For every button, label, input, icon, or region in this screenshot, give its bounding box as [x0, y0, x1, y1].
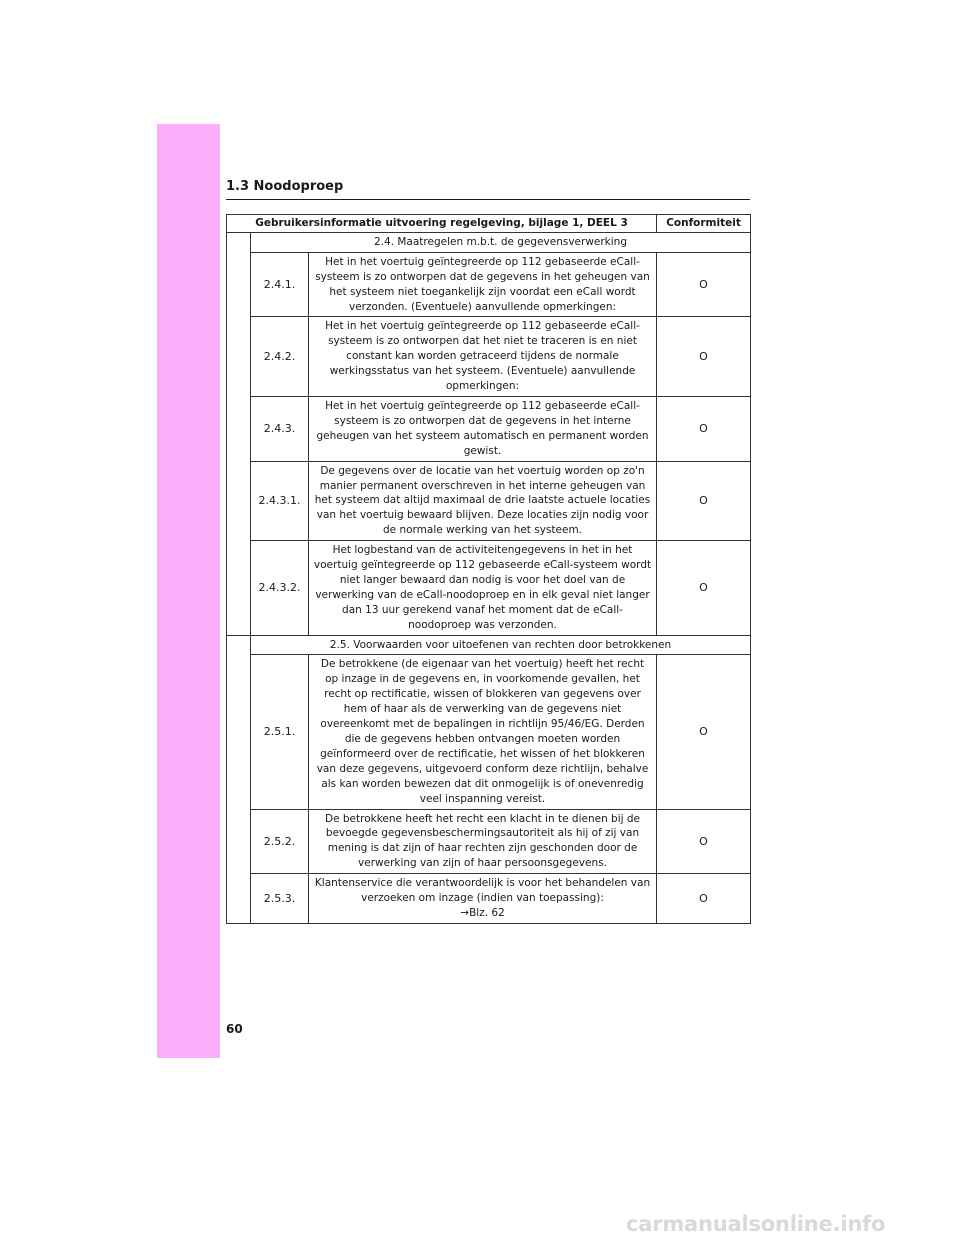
row-number: 2.4.2.	[251, 317, 309, 397]
row-text: Het logbestand van de activiteitengegevens in het in het voertuig geïntegreerde op 112 gebaseerde eCall-systeem wordt niet langer bewaard dan nodig is voor het doel van de verwerking van de eCall-noodoproep en in elk geval niet langer dan 13 uur gerekend vanaf het moment dat de eCall-noodoproep was verzonden.	[309, 541, 657, 635]
title-rule	[226, 199, 750, 200]
row-text: De betrokkene heeft het recht een klacht in te dienen bij de bevoegde gegevensbeschermingsautoriteit als hij of zij van mening is dat zijn of haar rechten zijn geschonden door de verwerking van zijn of haar persoonsgegevens.	[309, 809, 657, 874]
chapter-side-tab	[157, 124, 220, 1058]
table-row	[227, 874, 751, 924]
row-text: Het in het voertuig geïntegreerde op 112 gebaseerde eCall-systeem is zo ontworpen dat de gegevens in het interne geheugen van het systeem automatisch en permanent worden gewist.	[309, 396, 657, 461]
table-row	[227, 541, 751, 635]
row-conformity: O	[657, 809, 751, 874]
page-reference-link[interactable]: →Blz. 62	[460, 907, 505, 920]
row-conformity: O	[657, 655, 751, 809]
row-number: 2.4.3.2.	[251, 541, 309, 635]
table-row	[227, 655, 751, 809]
watermark-text: carmanualsonline.info	[626, 1212, 886, 1236]
section-heading-row	[227, 232, 751, 252]
row-number: 2.4.3.1.	[251, 461, 309, 541]
row-text: Het in het voertuig geïntegreerde op 112 gebaseerde eCall-systeem is zo ontworpen dat het niet te traceren is en niet constant kan worden getraceerd tijdens de normale werkingsstatus van het systeem. (Eventuele) aanvullende opmerkingen:	[309, 317, 657, 397]
table-header-row	[227, 215, 751, 233]
conformity-table	[226, 214, 751, 924]
row-conformity: O	[657, 874, 751, 924]
page-number: 60	[226, 1022, 243, 1036]
row-conformity: O	[657, 541, 751, 635]
row-number: 2.5.3.	[251, 874, 309, 924]
table-row	[227, 461, 751, 541]
row-number: 2.4.3.	[251, 396, 309, 461]
row-conformity: O	[657, 396, 751, 461]
table-row	[227, 396, 751, 461]
table-row	[227, 809, 751, 874]
table-header-info: Gebruikersinformatie uitvoering regelgeving, bijlage 1, DEEL 3	[227, 215, 657, 233]
indent-cell	[227, 635, 251, 924]
section-heading: 2.5. Voorwaarden voor uitoefenen van rechten door betrokkenen	[251, 635, 751, 655]
row-number: 2.4.1.	[251, 252, 309, 317]
section-heading-row	[227, 635, 751, 655]
row-text: De gegevens over de locatie van het voertuig worden op zo'n manier permanent overschreven in het interne geheugen van het systeem dat altijd maximaal de drie laatste actuele locaties van het voertuig bewaard blijven. Deze locaties zijn nodig voor de normale werking van het systeem.	[309, 461, 657, 541]
indent-cell	[227, 232, 251, 635]
row-number: 2.5.2.	[251, 809, 309, 874]
row-conformity: O	[657, 317, 751, 397]
row-conformity: O	[657, 252, 751, 317]
table-row	[227, 317, 751, 397]
row-text-body: Klantenservice die verantwoordelijk is voor het behandelen van verzoeken om inzage (indien van toepassing):	[314, 877, 651, 905]
row-text: De betrokkene (de eigenaar van het voertuig) heeft het recht op inzage in de gegevens en, in voorkomende gevallen, het recht op rectificatie, wissen of blokkeren van gegevens over hem of haar als de verwerking van de gegevens niet overeenkomt met de bepalingen in richtlijn 95/46/EG. Derden die de gegevens hebben ontvangen moeten worden geïnformeerd over de rectificatie, het wissen of het blokkeren van deze gegevens, uitgevoerd conform deze richtlijn, behalve als kan worden bewezen dat dit onmogelijk is of onevenredig veel inspanning vereist.	[309, 655, 657, 809]
table-header-conformity: Conformiteit	[657, 215, 751, 233]
row-text: Het in het voertuig geïntegreerde op 112 gebaseerde eCall-systeem is zo ontworpen dat de gegevens in het geheugen van het systeem niet toegankelijk zijn voordat een eCall wordt verzonden. (Eventuele) aanvullende opmerkingen:	[309, 252, 657, 317]
row-text	[309, 874, 657, 924]
row-number: 2.5.1.	[251, 655, 309, 809]
row-conformity: O	[657, 461, 751, 541]
table-row	[227, 252, 751, 317]
section-heading: 2.4. Maatregelen m.b.t. de gegevensverwerking	[251, 232, 751, 252]
section-title: 1.3 Noodoproep	[226, 179, 344, 194]
